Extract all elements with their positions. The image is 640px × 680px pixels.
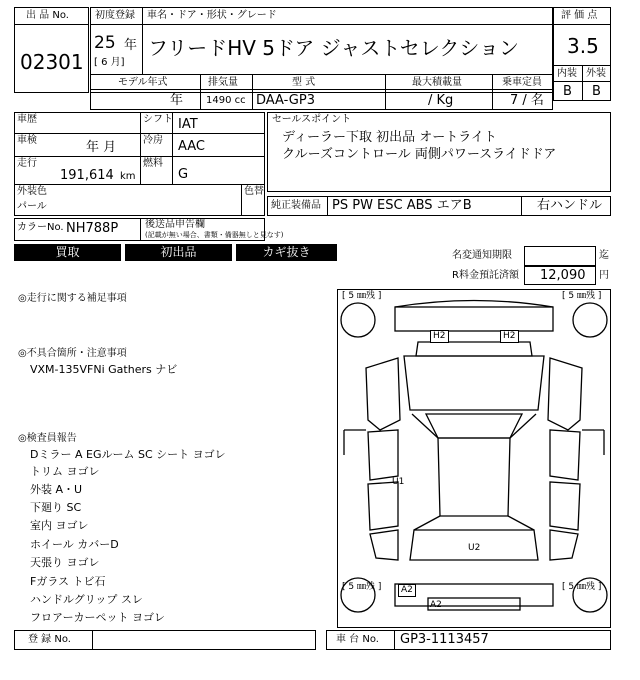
steering: 右ハンドル [537, 198, 603, 213]
mark-h2-right: H2 [500, 330, 519, 343]
inspector-line: ホイール カバーD [30, 538, 119, 551]
ac: AAC [178, 139, 205, 154]
max-load-label: 最大積載量 [412, 77, 462, 88]
chassis-label: 車 台 No. [336, 634, 379, 645]
chassis-no: GP3-1113457 [400, 632, 489, 647]
shift: IAT [178, 117, 198, 132]
fuel-label: 燃料 [143, 158, 163, 169]
interior-grade: B [563, 84, 572, 99]
interior-label: 内装 [557, 68, 577, 79]
model-year-unit: 年 [170, 93, 184, 108]
model-year-label: モデル年式 [118, 77, 168, 88]
sales-point-1: ディーラー下取 初出品 オートライト [282, 130, 497, 145]
shift-label: シフト [143, 114, 173, 125]
name-change-label: 名変通知期限 [452, 250, 512, 261]
inspector-line: ハンドルグリップ スレ [30, 593, 143, 606]
capacity: 7 / 名 [510, 93, 544, 108]
equip-label: 純正装備品 [271, 200, 321, 211]
mark-a2-bottom: A2 [430, 600, 442, 610]
tag-key: カギ抜き [236, 244, 337, 261]
car-name-label: 車名・ドア・形状・グレード [147, 10, 277, 21]
history-label: 車歴 [17, 114, 37, 125]
equip: PS PW ESC ABS エアB [332, 198, 472, 213]
max-load: / Kg [428, 93, 454, 108]
defect-line-1: VXM-135VFNi Gathers ナビ [30, 363, 178, 376]
mark-u1: U1 [392, 477, 405, 487]
fuel: G [178, 167, 189, 182]
defect-title: ◎不具合箇所・注意事項 [18, 348, 127, 359]
first-reg-year: 25 [94, 33, 116, 53]
inspector-line: 外装 A・U [30, 483, 83, 496]
car-name: フリードHV 5ドア ジャストセレクション [148, 36, 519, 60]
tire-fl: [ 5 ㎜残 ] [342, 291, 382, 301]
recycle-value: 12,090 [540, 268, 586, 283]
model-label: 型 式 [292, 77, 316, 88]
car-diagram [337, 289, 611, 628]
car-outline [338, 290, 610, 627]
reg-label: 登 録 No. [28, 634, 71, 645]
tag-buy: 買取 [14, 244, 121, 261]
sales-label: セールスポイント [272, 114, 352, 125]
model: DAA-GP3 [256, 93, 315, 108]
name-change-field [524, 246, 596, 266]
inspector-line: Fガラス トビ石 [30, 575, 106, 588]
inspector-line: 天張り ヨゴレ [30, 556, 100, 569]
tire-rl: [ 5 ㎜残 ] [342, 582, 382, 592]
sales-point-2: クルーズコントロール 両側パワースライドドア [282, 147, 557, 162]
grade-value: 3.5 [567, 34, 599, 58]
color-change-label: 色替 [244, 186, 264, 197]
first-reg-label: 初度登録 [95, 10, 135, 21]
exterior-label: 外装 [586, 68, 606, 79]
inspector-line: フロアーカーペット ヨゴレ [30, 611, 165, 624]
lot-no: 02301 [20, 50, 84, 74]
color-no: NH788P [66, 221, 119, 236]
ac-label: 冷房 [143, 135, 163, 146]
inspection-label: 車検 [17, 135, 37, 146]
inspector-title: ◎検査員報告 [18, 433, 77, 444]
displacement: 1490 cc [206, 95, 246, 106]
after-note: (記載が無い場合、書類・備器無しと見なす) [145, 231, 284, 239]
color-no-label: カラーNo. [17, 222, 64, 233]
inspector-line: トリム ヨゴレ [30, 465, 100, 478]
grade-label: 評 価 点 [561, 10, 598, 21]
tag-first: 初出品 [125, 244, 232, 261]
inspector-line: 下廻り SC [30, 501, 82, 514]
capacity-label: 乗車定員 [502, 77, 542, 88]
first-reg-month: [ 6 月] [94, 57, 125, 68]
tire-fr: [ 5 ㎜残 ] [562, 291, 602, 301]
mark-a2-left: A2 [398, 584, 416, 597]
ext-color: パール [17, 201, 47, 212]
mileage: 191,614 [60, 168, 114, 183]
mark-h2-left: H2 [430, 330, 449, 343]
inspector-line: 室内 ヨゴレ [30, 519, 89, 532]
name-change-unit: 迄 [599, 250, 609, 261]
tire-rr: [ 5 ㎜残 ] [562, 582, 602, 592]
inspector-line: Dミラー A EGルーム SC シート ヨゴレ [30, 448, 226, 461]
ext-color-label: 外装色 [17, 186, 47, 197]
inspection: 年 月 [86, 140, 117, 155]
mileage-label: 走行 [17, 158, 37, 169]
recycle-label: R料金預託済額 [452, 270, 519, 281]
recycle-unit: 円 [599, 270, 609, 281]
mileage-unit: km [120, 171, 136, 182]
driving-title: ◎走行に関する補足事項 [18, 293, 127, 304]
displacement-label: 排気量 [208, 77, 238, 88]
exterior-grade: B [592, 84, 601, 99]
lot-no-label: 出 品 No. [26, 10, 69, 21]
first-reg-year-unit: 年 [124, 38, 138, 53]
after-label: 後送品申告欄 [145, 219, 205, 230]
mark-u2: U2 [468, 543, 481, 553]
